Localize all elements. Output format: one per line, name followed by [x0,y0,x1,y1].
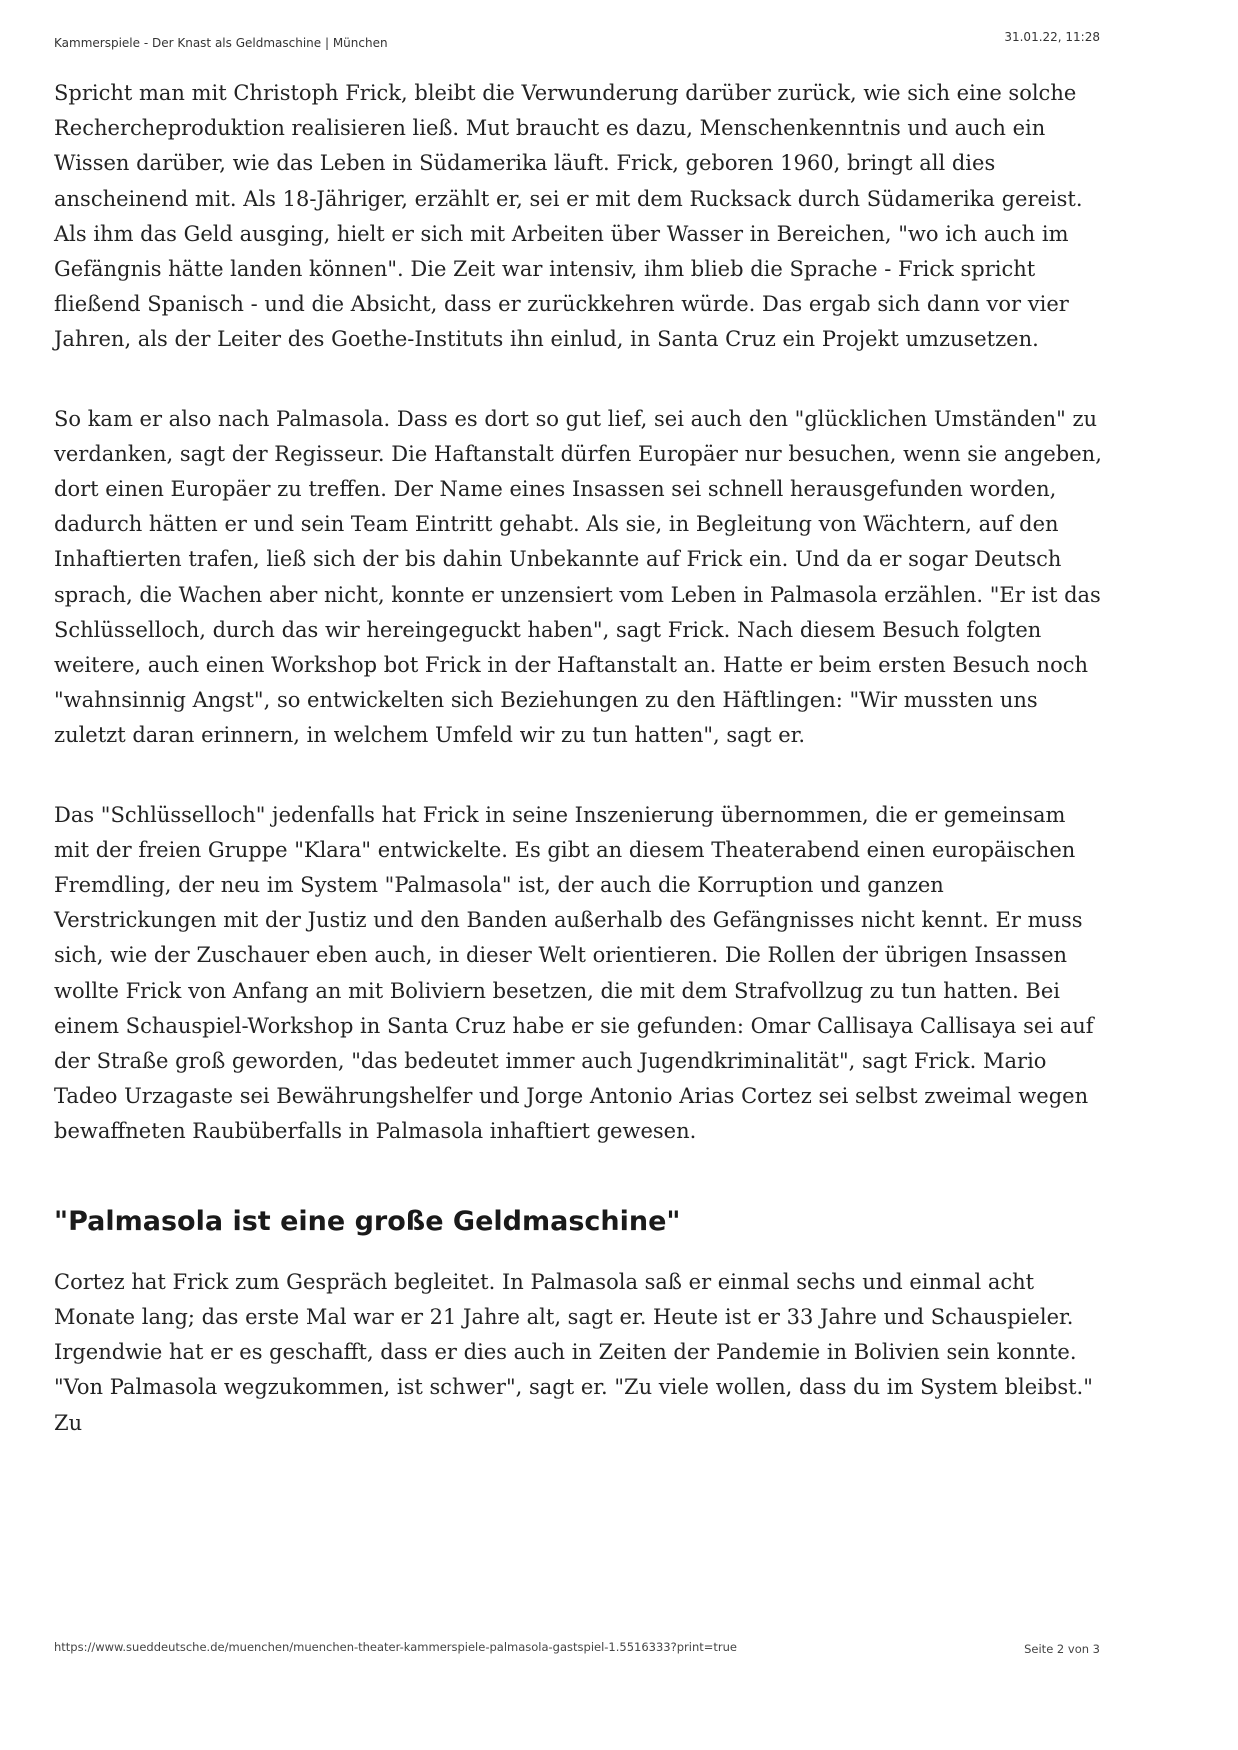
header-datetime: 31.01.22, 11:28 [1004,30,1100,44]
paragraph-2: So kam er also nach Palmasola. Dass es dort so gut lief, sei auch den "glücklichen Umständen" zu verdanken, sagt der Regisseur. Die Haftanstalt dürfen Europäer nur besuchen, wenn sie angeben, dort einen Europäer zu treffen. Der Name eines Insassen sei schnell herausgefunden worden, dadurch hätten er und sein Team Eintritt gehabt. Als sie, in Begleitung von Wächtern, auf den Inhaftierten trafen, ließ sich der bis dahin Unbekannte auf Frick ein. Und da er sogar Deutsch sprach, die Wachen aber nicht, konnte er unzensiert vom Leben in Palmasola erzählen. "Er ist das Schlüsselloch, durch das wir hereingeguckt haben", sagt Frick. Nach diesem Besuch folgten weitere, auch einen Workshop bot Frick in der Haftanstalt an. Hatte er beim ersten Besuch noch "wahnsinnig Angst", so entwickelten sich Beziehungen zu den Häftlingen: "Wir mussten uns zuletzt daran erinnern, in welchem Umfeld wir zu tun hatten", sagt er. [54,406,1102,748]
paragraph-4: Cortez hat Frick zum Gespräch begleitet. In Palmasola saß er einmal sechs und einmal acht Monate lang; das erste Mal war er 21 Jahre alt, sagt er. Heute ist er 33 Jahre und Schauspieler. Irgendwie hat er es geschafft, dass er dies auch in Zeiten der Pandemie in Bolivien sein konnte. "Von Palmasola wegzukommen, ist schwer", sagt er. "Zu viele wollen, dass du im System bleibst." Zu [54,1269,1093,1435]
page-number: Seite 2 von 3 [1024,1642,1100,1656]
header-title: Kammerspiele - Der Knast als Geldmaschine | München [54,36,388,50]
paragraph-1: Spricht man mit Christoph Frick, bleibt die Verwunderung darüber zurück, wie sich eine solche Rechercheproduktion realisieren ließ. Mut braucht es dazu, Menschenkenntnis und auch ein Wissen darüber, wie das Leben in Südamerika läuft. Frick, geboren 1960, bringt all dies anscheinend mit. Als 18-Jähriger, erzählt er, sei er mit dem Rucksack durch Südamerika gereist. Als ihm das Geld ausging, hielt er sich mit Arbeiten über Wasser in Bereichen, "wo ich auch im Gefängnis hätte landen können". Die Zeit war intensiv, ihm blieb die Sprache - Frick spricht fließend Spanisch - und die Absicht, dass er zurückkehren würde. Das ergab sich dann vor vier Jahren, als der Leiter des Goethe-Instituts ihn einlud, in Santa Cruz ein Projekt umzusetzen. [54,81,1083,352]
page-header [54,30,1100,52]
footer-url: https://www.sueddeutsche.de/muenchen/muenchen-theater-kammerspiele-palmasola-gastspiel-1.5516333?print=true [54,1640,737,1654]
paragraph-3: Das "Schlüsselloch" jedenfalls hat Frick in seine Inszenierung übernommen, die er gemeinsam mit der freien Gruppe "Klara" entwickelte. Es gibt an diesem Theaterabend einen europäischen Fremdling, der neu im System "Palmasola" ist, der auch die Korruption und ganzen Verstrickungen mit der Justiz und den Banden außerhalb des Gefängnisses nicht kennt. Er muss sich, wie der Zuschauer eben auch, in dieser Welt orientieren. Die Rollen der übrigen Insassen wollte Frick von Anfang an mit Boliviern besetzen, die mit dem Strafvollzug zu tun hatten. Bei einem Schauspiel-Workshop in Santa Cruz habe er sie gefunden: Omar Callisaya Callisaya sei auf der Straße groß geworden, "das bedeutet immer auch Jugendkriminalität", sagt Frick. Mario Tadeo Urzagaste sei Bewährungshelfer und Jorge Antonio Arias Cortez sei selbst zweimal wegen bewaffneten Raubüberfalls in Palmasola inhaftiert gewesen. [54,802,1094,1144]
section-subheading: "Palmasola ist eine große Geldmaschine" [54,1205,681,1237]
article-body [54,76,1104,1441]
page-footer [54,1640,1100,1660]
